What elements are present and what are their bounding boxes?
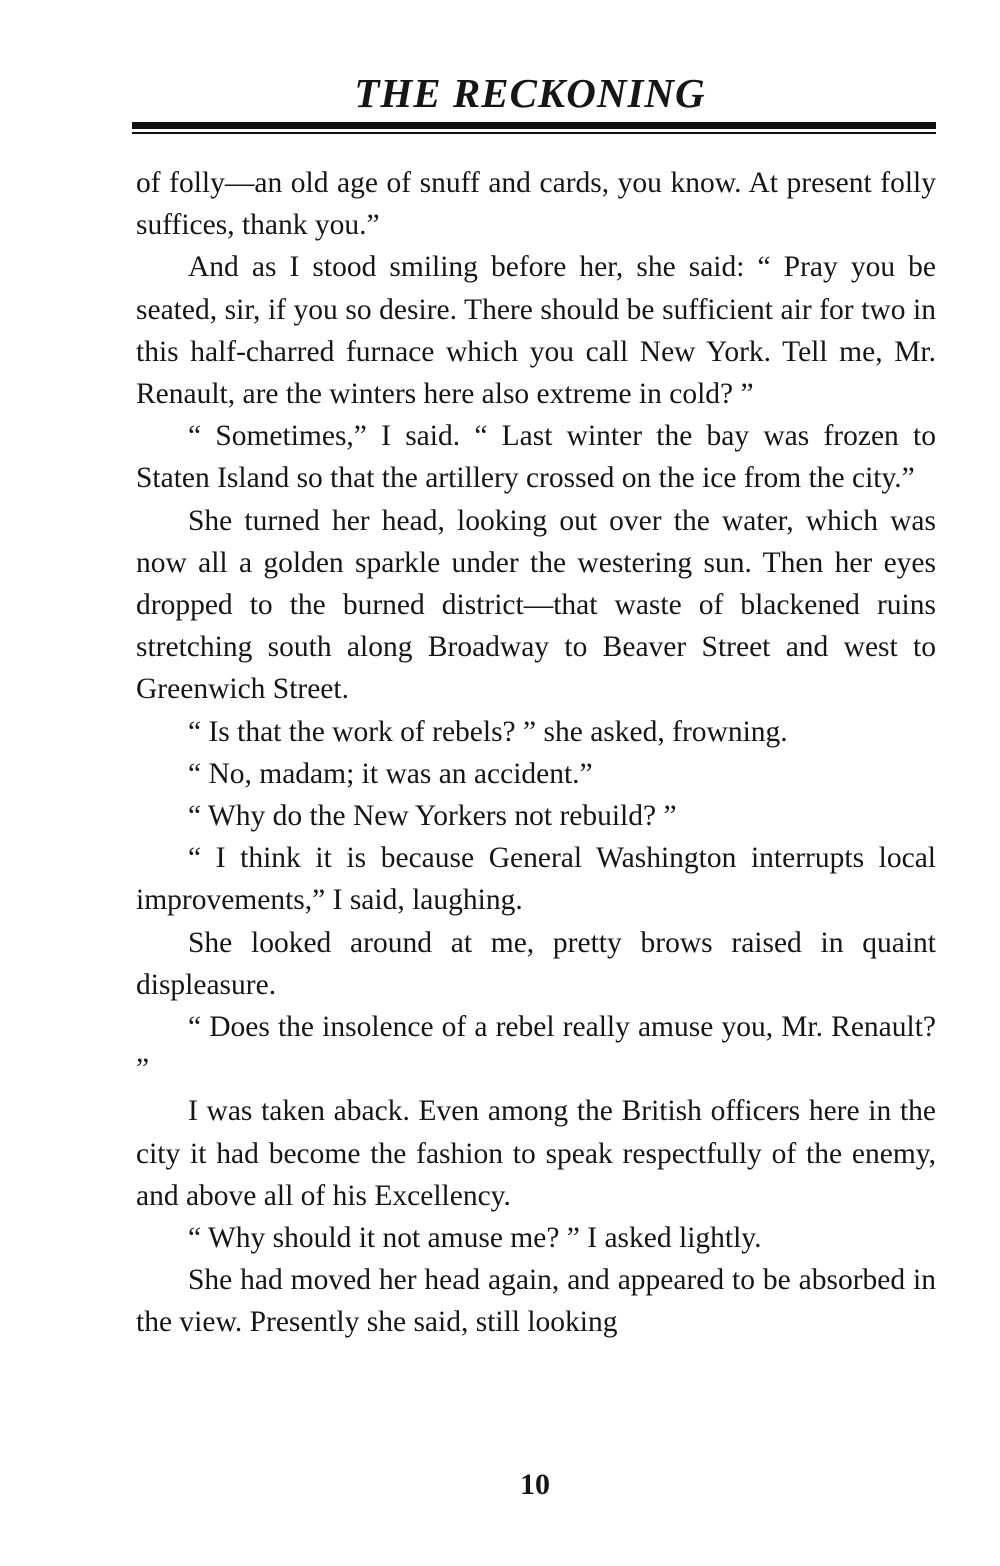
header-rule-thin	[132, 132, 936, 134]
paragraph: She looked around at me, pretty brows raised in quaint displeasure.	[136, 926, 936, 1001]
paragraph: “ Is that the work of rebels? ” she asked, frowning.	[188, 715, 788, 748]
paragraph: “ Sometimes,” I said. “ Last winter the bay was frozen to Staten Island so that the artillery crossed on the ice from the city.”	[136, 420, 936, 495]
header-rule-thick	[132, 122, 936, 129]
paragraph: I was taken aback. Even among the British officers here in the city it had become the fashion to speak respectfully of the enemy, and above all of his Excellency.	[136, 1095, 936, 1212]
page-number: 10	[520, 1468, 550, 1501]
paragraph: “ No, madam; it was an accident.”	[188, 757, 593, 790]
running-head: THE RECKONING	[354, 70, 706, 116]
paragraph: of folly—an old age of snuff and cards, you know. At present folly suffices, thank you.”	[136, 167, 936, 242]
paragraph: “ I think it is because General Washington interrupts local improvements,” I said, laughing.	[136, 842, 936, 917]
body-text	[136, 162, 936, 1344]
paragraph: “ Why do the New Yorkers not rebuild? ”	[188, 800, 677, 833]
paragraph: And as I stood smiling before her, she said: “ Pray you be seated, sir, if you so desire. There should be sufficient air for two in this half-charred furnace which you call New York. Tell me, Mr. Renault, are the winters here also extreme in cold? ”	[136, 251, 936, 411]
paragraph: “ Does the insolence of a rebel really amuse you, Mr. Renault? ”	[136, 1011, 936, 1086]
paragraph: She turned her head, looking out over the water, which was now all a golden sparkle under the westering sun. Then her eyes dropped to the burned district—that waste of blackened ruins stretching south along Broadway to Beaver Street and west to Greenwich Street.	[136, 504, 936, 706]
paragraph: She had moved her head again, and appeared to be absorbed in the view. Presently she said, still looking	[136, 1264, 936, 1339]
paragraph: “ Why should it not amuse me? ” I asked lightly.	[188, 1222, 762, 1255]
